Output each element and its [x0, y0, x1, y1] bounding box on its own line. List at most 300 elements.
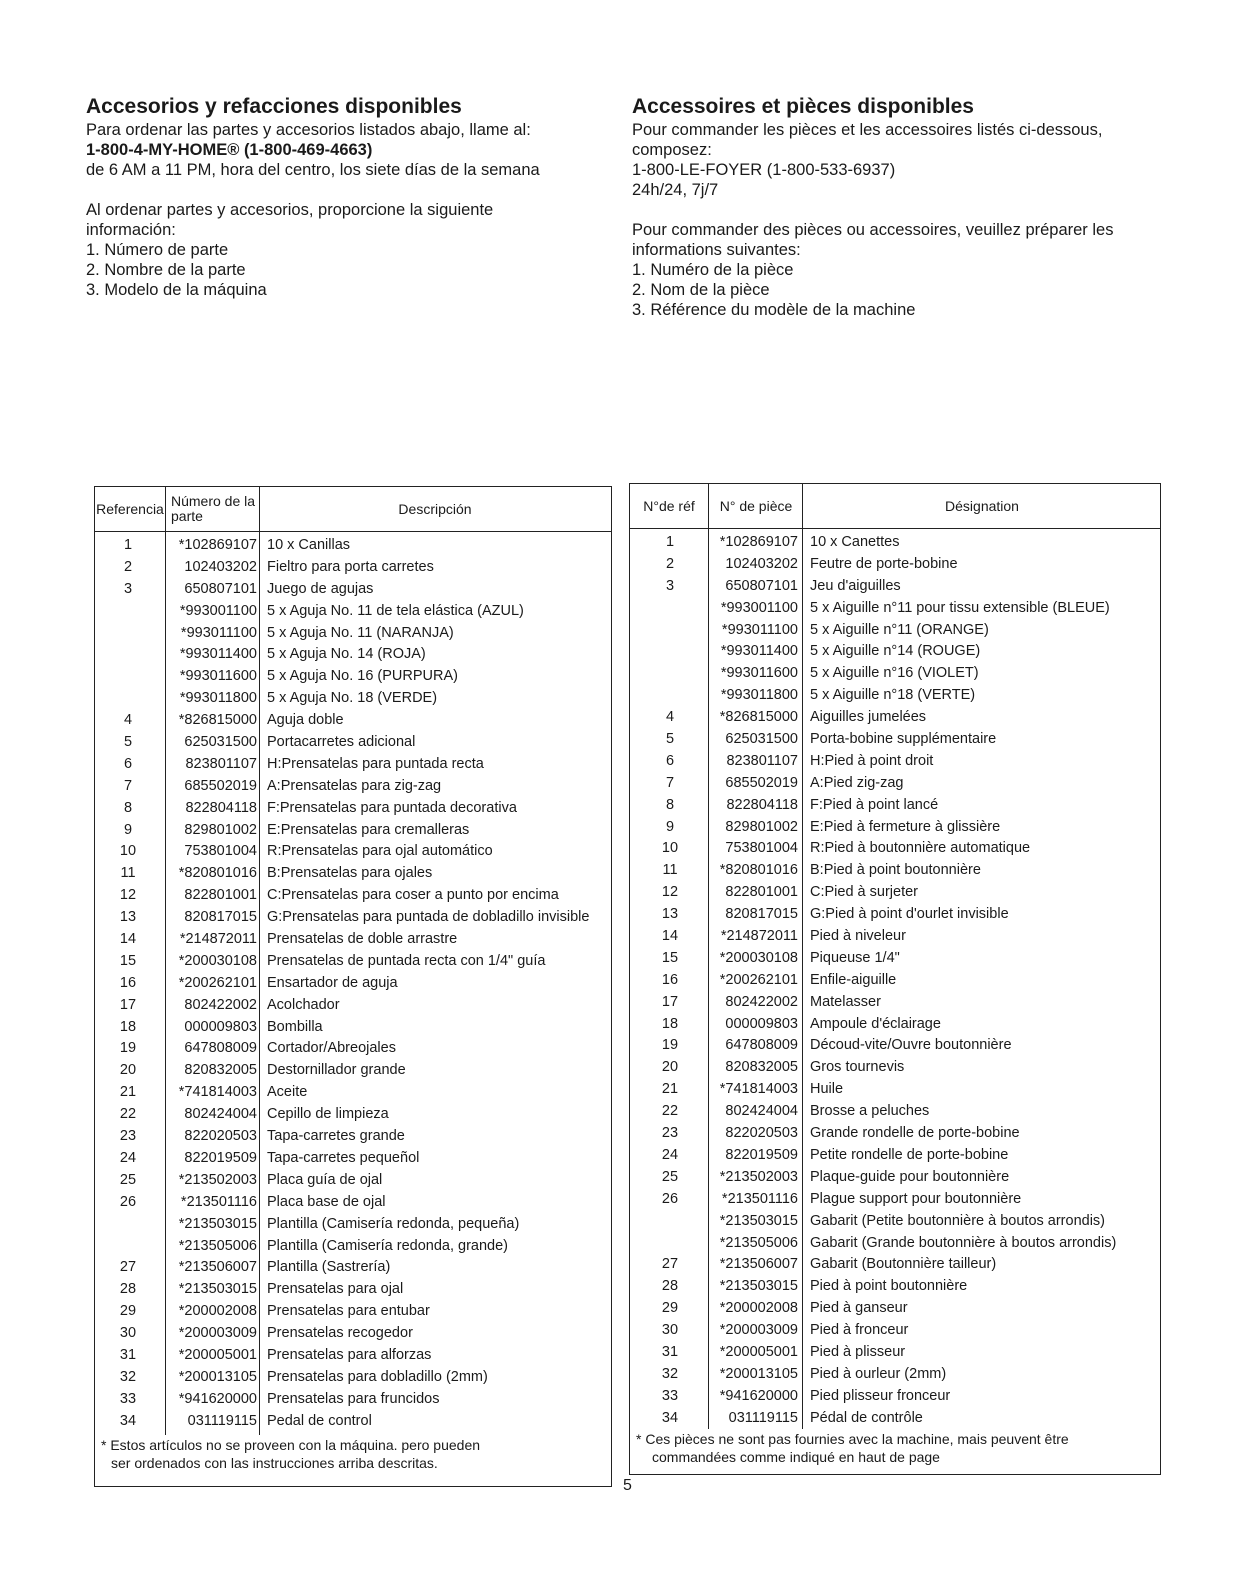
header-part: N° de pièce — [719, 497, 793, 514]
cell-description: Aceite — [267, 1084, 308, 1101]
cell-ref: 23 — [661, 1125, 679, 1142]
table-row — [95, 1038, 611, 1060]
footnote-line-2: commandées comme indiqué en haut de page — [652, 1449, 940, 1465]
cell-description: Enfile-aiguille — [810, 971, 897, 988]
cell-ref: 15 — [661, 949, 679, 966]
table-row — [630, 1123, 1160, 1145]
cell-description: Grande rondelle de porte-bobine — [810, 1125, 1020, 1142]
header-desc: Désignation — [945, 497, 1019, 514]
cell-description: G:Pied à point d'ourlet invisible — [810, 906, 1009, 923]
cell-ref: 34 — [119, 1412, 137, 1429]
cell-description: Prensatelas de puntada recta con 1/4" guía — [267, 952, 546, 969]
cell-ref: 26 — [661, 1190, 679, 1207]
cell-part-number: *200030108 — [719, 949, 798, 966]
cell-description: Gabarit (Grande boutonnière à boutos arrondis) — [810, 1234, 1117, 1251]
cell-part-number: 802424004 — [725, 1103, 798, 1120]
cell-ref: 12 — [661, 884, 679, 901]
cell-ref: 2 — [123, 558, 133, 575]
cell-ref: 32 — [661, 1365, 679, 1382]
cell-part-number: *993011600 — [720, 665, 798, 682]
cell-part-number: *200002008 — [178, 1303, 257, 1320]
cell-description: Pied à ganseur — [810, 1300, 908, 1317]
french-info-list — [632, 260, 1192, 320]
cell-ref: 29 — [661, 1300, 679, 1317]
table-row — [95, 1367, 611, 1389]
cell-ref: 31 — [119, 1346, 137, 1363]
table-row — [95, 557, 611, 579]
table-header — [95, 487, 611, 532]
table-row — [630, 1386, 1160, 1408]
cell-part-number: 685502019 — [725, 774, 798, 791]
cell-ref: 1 — [665, 534, 675, 550]
cell-part-number: *213503015 — [719, 1212, 798, 1229]
cell-description: Prensatelas recogedor — [267, 1325, 413, 1342]
cell-part-number: 822019509 — [725, 1146, 798, 1163]
table-row — [630, 1276, 1160, 1298]
cell-description: Prensatelas para entubar — [267, 1303, 430, 1320]
cell-ref: 28 — [661, 1278, 679, 1295]
table-row — [630, 1342, 1160, 1364]
cell-part-number: *214872011 — [720, 928, 798, 945]
cell-description: Piqueuse 1/4" — [810, 949, 900, 966]
french-info-intro-1: Pour commander des pièces ou accessoires, veuillez préparer les — [632, 221, 1114, 239]
spanish-info-intro-2: información: — [86, 221, 176, 239]
cell-ref: 6 — [665, 752, 675, 769]
cell-part-number: *200003009 — [719, 1322, 798, 1339]
spanish-intro-text: Para ordenar las partes y accesorios listados abajo, llame al: — [86, 121, 531, 139]
cell-ref: 1 — [123, 537, 133, 553]
table-row — [95, 644, 611, 666]
cell-description: Aiguilles jumelées — [810, 709, 927, 726]
cell-description: Prensatelas para alforzas — [267, 1346, 432, 1363]
spanish-hours: de 6 AM a 11 PM, hora del centro, los siete días de la semana — [86, 161, 540, 179]
cell-part-number: *213501116 — [180, 1193, 257, 1210]
cell-ref: 13 — [119, 909, 137, 926]
table-row — [630, 1101, 1160, 1123]
cell-ref: 11 — [662, 862, 678, 879]
table-row — [630, 795, 1160, 817]
cell-ref: 5 — [123, 734, 133, 751]
table-row — [630, 970, 1160, 992]
table-row — [95, 820, 611, 842]
table-row — [95, 1389, 611, 1411]
cell-part-number: *820801016 — [178, 865, 257, 882]
cell-part-number: *200005001 — [719, 1343, 798, 1360]
table-row — [95, 885, 611, 907]
table-row — [95, 1214, 611, 1236]
cell-part-number: 822801001 — [184, 887, 257, 904]
table-row — [630, 948, 1160, 970]
table-row — [95, 907, 611, 929]
cell-description: Brosse a peluches — [810, 1103, 930, 1120]
cell-part-number: 031119115 — [728, 1409, 798, 1426]
french-intro-text-1: Pour commander les pièces et les accessoires listés ci-dessous, — [632, 121, 1103, 139]
table-row — [95, 1082, 611, 1104]
cell-description: Plantilla (Camisería redonda, pequeña) — [267, 1215, 520, 1232]
cell-ref: 8 — [123, 799, 133, 816]
spanish-intro — [86, 95, 606, 300]
cell-description: Petite rondelle de porte-bobine — [810, 1146, 1009, 1163]
cell-part-number: 753801004 — [184, 843, 257, 860]
table-row — [630, 926, 1160, 948]
cell-ref: 9 — [665, 818, 675, 835]
cell-description: Cepillo de limpieza — [267, 1106, 389, 1123]
cell-ref: 12 — [119, 887, 137, 904]
cell-description: Pied à fronceur — [810, 1322, 909, 1339]
cell-ref: 8 — [665, 796, 675, 813]
cell-description: Ensartador de aguja — [267, 974, 398, 991]
cell-description: H:Pied à point droit — [810, 752, 934, 769]
cell-part-number: *993001100 — [179, 602, 257, 619]
cell-part-number: 647808009 — [725, 1037, 798, 1054]
cell-description: Prensatelas para dobladillo (2mm) — [267, 1368, 488, 1385]
cell-description: Plantilla (Camisería redonda, grande) — [267, 1237, 508, 1254]
table-row — [630, 707, 1160, 729]
cell-ref: 26 — [119, 1193, 137, 1210]
cell-part-number: *993011100 — [180, 624, 257, 641]
table-row — [630, 1298, 1160, 1320]
table-row — [630, 532, 1160, 554]
cell-description: 5 x Aiguille n°11 pour tissu extensible (BLEUE) — [810, 599, 1110, 616]
footnote-line-2: ser ordenados con las instrucciones arriba descritas. — [111, 1455, 438, 1471]
footnote-line-1: * Ces pièces ne sont pas fournies avec la machine, mais peuvent être — [636, 1431, 1069, 1447]
cell-description: Portacarretes adicional — [267, 734, 416, 751]
french-intro — [632, 95, 1192, 320]
table-row — [630, 817, 1160, 839]
table-row — [630, 882, 1160, 904]
table-row — [95, 1257, 611, 1279]
cell-ref: 34 — [661, 1409, 679, 1426]
cell-description: 5 x Aguja No. 14 (ROJA) — [267, 646, 426, 663]
table-row — [95, 1411, 611, 1433]
cell-ref: 7 — [665, 774, 675, 791]
table-body — [95, 535, 611, 1433]
table-row — [95, 973, 611, 995]
cell-description: Acolchador — [267, 996, 340, 1013]
cell-description: 5 x Aguja No. 18 (VERDE) — [267, 690, 438, 707]
cell-ref: 30 — [119, 1325, 137, 1342]
cell-description: Fieltro para porta carretes — [267, 558, 434, 575]
cell-part-number: *200013105 — [178, 1368, 257, 1385]
cell-part-number: 102403202 — [184, 558, 257, 575]
cell-description: Pied à ourleur (2mm) — [810, 1365, 947, 1382]
cell-description: E:Pied à fermeture à glissière — [810, 818, 1001, 835]
cell-description: Plague support pour boutonnière — [810, 1190, 1022, 1207]
cell-description: Ampoule d'éclairage — [810, 1015, 941, 1032]
table-row — [630, 598, 1160, 620]
cell-ref: 10 — [119, 843, 137, 860]
cell-description: Placa base de ojal — [267, 1193, 386, 1210]
spanish-phone: 1-800-4-MY-HOME® (1-800-469-4663) — [86, 141, 373, 159]
cell-part-number: *213503015 — [719, 1278, 798, 1295]
cell-ref: 13 — [661, 906, 679, 923]
cell-part-number: 822804118 — [726, 796, 798, 813]
cell-ref: 16 — [119, 974, 137, 991]
cell-part-number: *213503015 — [178, 1215, 257, 1232]
table-row — [630, 1167, 1160, 1189]
table-row — [95, 1323, 611, 1345]
cell-description: Pied à plisseur — [810, 1343, 906, 1360]
cell-part-number: *993011600 — [179, 668, 257, 685]
cell-ref: 22 — [661, 1103, 679, 1120]
cell-part-number: *741814003 — [719, 1081, 798, 1098]
cell-part-number: *213502003 — [719, 1168, 798, 1185]
cell-description: 5 x Aiguille n°18 (VERTE) — [810, 687, 976, 704]
cell-part-number: 823801107 — [185, 755, 257, 772]
table-row — [95, 798, 611, 820]
cell-part-number: 829801002 — [725, 818, 798, 835]
cell-part-number: *213501116 — [721, 1190, 798, 1207]
table-row — [95, 995, 611, 1017]
list-item: 1. Numéro de la pièce — [632, 261, 794, 279]
list-item: 2. Nom de la pièce — [632, 281, 770, 299]
cell-ref: 14 — [119, 931, 137, 948]
cell-part-number: *213502003 — [178, 1171, 257, 1188]
cell-ref: 3 — [665, 577, 675, 594]
cell-ref: 3 — [123, 580, 133, 597]
page-number: 5 — [623, 1477, 632, 1494]
table-row — [630, 1145, 1160, 1167]
table-header — [630, 484, 1160, 529]
cell-description: Pédal de contrôle — [810, 1409, 923, 1426]
cell-part-number: 822804118 — [185, 799, 257, 816]
table-row — [95, 863, 611, 885]
table-row — [95, 1279, 611, 1301]
table-row — [630, 1364, 1160, 1386]
cell-description: Plantilla (Sastrería) — [267, 1259, 391, 1276]
cell-part-number: *993011100 — [721, 621, 798, 638]
cell-description: Prensatelas de doble arrastre — [267, 931, 458, 948]
cell-part-number: *200030108 — [178, 952, 257, 969]
cell-ref: 27 — [661, 1256, 679, 1273]
cell-description: Jeu d'aiguilles — [810, 577, 901, 594]
cell-ref: 2 — [665, 555, 675, 572]
cell-part-number: 822020503 — [725, 1125, 798, 1142]
cell-description: C:Prensatelas para coser a punto por encima — [267, 887, 559, 904]
cell-part-number: *213505006 — [178, 1237, 257, 1254]
cell-part-number: 650807101 — [725, 577, 798, 594]
cell-ref: 31 — [661, 1343, 679, 1360]
cell-part-number: 685502019 — [184, 777, 257, 794]
table-row — [630, 1320, 1160, 1342]
header-part: Número de la parte — [171, 493, 256, 524]
cell-ref: 18 — [119, 1018, 137, 1035]
table-row — [95, 732, 611, 754]
table-row — [630, 1014, 1160, 1036]
cell-description: H:Prensatelas para puntada recta — [267, 755, 484, 772]
cell-description: Tapa-carretes grande — [267, 1128, 405, 1145]
spanish-info-intro-1: Al ordenar partes y accesorios, proporcione la siguiente — [86, 201, 494, 219]
table-row — [630, 1408, 1160, 1430]
cell-ref: 10 — [661, 840, 679, 857]
cell-ref: 17 — [119, 996, 137, 1013]
table-row — [630, 729, 1160, 751]
cell-part-number: *826815000 — [719, 709, 798, 726]
table-row — [95, 623, 611, 645]
cell-part-number: 000009803 — [184, 1018, 257, 1035]
cell-part-number: *993011400 — [720, 643, 798, 660]
french-intro-text-2: composez: — [632, 141, 712, 159]
cell-description: 5 x Aiguille n°14 (ROUGE) — [810, 643, 981, 660]
cell-description: C:Pied à surjeter — [810, 884, 918, 901]
table-row — [630, 1079, 1160, 1101]
table-row — [630, 685, 1160, 707]
cell-part-number: *200013105 — [719, 1365, 798, 1382]
cell-ref: 19 — [119, 1040, 137, 1057]
cell-part-number: *213506007 — [178, 1259, 257, 1276]
cell-description: Destornillador grande — [267, 1062, 406, 1079]
cell-description: Pedal de control — [267, 1412, 372, 1429]
table-row — [95, 1301, 611, 1323]
table-row — [95, 951, 611, 973]
cell-description: Pied à point boutonnière — [810, 1278, 968, 1295]
cell-ref: 4 — [123, 712, 133, 729]
cell-part-number: 802422002 — [725, 993, 798, 1010]
cell-ref: 19 — [661, 1037, 679, 1054]
cell-description: E:Prensatelas para cremalleras — [267, 821, 470, 838]
table-row — [630, 1189, 1160, 1211]
header-desc: Descripción — [398, 500, 472, 517]
table-row — [630, 620, 1160, 642]
cell-description: Cortador/Abreojales — [267, 1040, 396, 1057]
cell-ref: 5 — [665, 731, 675, 748]
cell-description: 5 x Aguja No. 11 de tela elástica (AZUL) — [267, 602, 524, 619]
cell-description: Gros tournevis — [810, 1059, 905, 1076]
cell-ref: 33 — [661, 1387, 679, 1404]
cell-description: Tapa-carretes pequeñol — [267, 1149, 420, 1166]
table-row — [95, 535, 611, 557]
table-row — [95, 1170, 611, 1192]
table-row — [630, 838, 1160, 860]
cell-part-number: *200262101 — [178, 974, 257, 991]
cell-description: 5 x Aiguille n°16 (VIOLET) — [810, 665, 979, 682]
cell-ref: 25 — [119, 1171, 137, 1188]
cell-part-number: 820817015 — [184, 909, 257, 926]
cell-description: 5 x Aiguille n°11 (ORANGE) — [810, 621, 989, 638]
table-row — [630, 1035, 1160, 1057]
cell-part-number: 625031500 — [184, 734, 257, 751]
list-item: 3. Référence du modèle de la machine — [632, 301, 916, 319]
cell-ref: 4 — [665, 709, 675, 726]
table-row — [95, 1126, 611, 1148]
cell-part-number: 820817015 — [725, 906, 798, 923]
cell-description: R:Pied à boutonnière automatique — [810, 840, 1031, 857]
french-info-intro-2: informations suivantes: — [632, 241, 801, 259]
cell-ref: 14 — [661, 928, 679, 945]
spanish-title: Accesorios y refacciones disponibles — [86, 95, 462, 118]
cell-ref: 20 — [661, 1059, 679, 1076]
cell-part-number: *993011800 — [179, 690, 257, 707]
cell-part-number: *741814003 — [178, 1084, 257, 1101]
cell-part-number: *213503015 — [178, 1281, 257, 1298]
list-item: 1. Número de parte — [86, 241, 229, 259]
cell-ref: 7 — [123, 777, 133, 794]
cell-part-number: *213505006 — [719, 1234, 798, 1251]
cell-ref: 20 — [119, 1062, 137, 1079]
cell-ref: 33 — [119, 1390, 137, 1407]
cell-part-number: 802424004 — [184, 1106, 257, 1123]
cell-part-number: 822019509 — [184, 1149, 257, 1166]
cell-part-number: *941620000 — [178, 1390, 257, 1407]
header-ref: N°de réf — [643, 497, 695, 514]
cell-description: 10 x Canettes — [810, 534, 900, 550]
cell-part-number: 829801002 — [184, 821, 257, 838]
cell-ref: 15 — [119, 952, 137, 969]
french-parts-table — [629, 483, 1161, 1475]
cell-part-number: 802422002 — [184, 996, 257, 1013]
cell-part-number: *102869107 — [178, 537, 257, 553]
cell-ref: 17 — [661, 993, 679, 1010]
cell-ref: 24 — [119, 1149, 137, 1166]
table-row — [95, 754, 611, 776]
footnote — [101, 1436, 605, 1472]
cell-description: Feutre de porte-bobine — [810, 555, 958, 572]
french-hours: 24h/24, 7j/7 — [632, 181, 719, 199]
cell-ref: 28 — [119, 1281, 137, 1298]
cell-part-number: 000009803 — [725, 1015, 798, 1032]
table-row — [95, 776, 611, 798]
cell-part-number: 823801107 — [726, 752, 798, 769]
cell-ref: 27 — [119, 1259, 137, 1276]
header-ref: Referencia — [96, 500, 164, 517]
table-body — [630, 532, 1160, 1430]
cell-ref: 22 — [119, 1106, 137, 1123]
cell-part-number: *200003009 — [178, 1325, 257, 1342]
table-row — [95, 929, 611, 951]
cell-description: Prensatelas para ojal — [267, 1281, 404, 1298]
cell-description: 5 x Aguja No. 11 (NARANJA) — [267, 624, 454, 641]
table-row — [630, 860, 1160, 882]
footnote-line-1: * Estos artículos no se proveen con la máquina. pero pueden — [101, 1437, 481, 1453]
cell-description: F:Prensatelas para puntada decorativa — [267, 799, 517, 816]
footnote — [636, 1430, 1154, 1466]
cell-ref: 30 — [661, 1322, 679, 1339]
cell-ref: 25 — [661, 1168, 679, 1185]
cell-part-number: 625031500 — [725, 731, 798, 748]
table-row — [95, 1192, 611, 1214]
french-phone: 1-800-LE-FOYER (1-800-533-6937) — [632, 161, 896, 179]
table-row — [95, 1060, 611, 1082]
cell-part-number: 102403202 — [725, 555, 798, 572]
cell-part-number: 650807101 — [184, 580, 257, 597]
cell-description: Plaque-guide pour boutonnière — [810, 1168, 1010, 1185]
table-row — [95, 710, 611, 732]
cell-description: F:Pied à point lancé — [810, 796, 939, 813]
table-row — [630, 554, 1160, 576]
table-row — [95, 688, 611, 710]
cell-ref: 11 — [120, 865, 136, 882]
table-row — [630, 1057, 1160, 1079]
cell-description: A:Pied zig-zag — [810, 774, 904, 791]
table-row — [95, 1148, 611, 1170]
cell-description: B:Pied à point boutonnière — [810, 862, 981, 879]
table-row — [630, 1211, 1160, 1233]
table-row — [630, 1254, 1160, 1276]
table-row — [95, 1345, 611, 1367]
cell-part-number: *200005001 — [178, 1346, 257, 1363]
cell-description: A:Prensatelas para zig-zag — [267, 777, 442, 794]
table-row — [95, 601, 611, 623]
cell-part-number: *214872011 — [179, 931, 257, 948]
cell-part-number: 822020503 — [184, 1128, 257, 1145]
table-row — [95, 1017, 611, 1039]
cell-ref: 18 — [661, 1015, 679, 1032]
cell-part-number: *200002008 — [719, 1300, 798, 1317]
cell-description: Juego de agujas — [267, 580, 374, 597]
cell-ref: 9 — [123, 821, 133, 838]
spanish-parts-table — [94, 486, 612, 1487]
table-row — [630, 773, 1160, 795]
